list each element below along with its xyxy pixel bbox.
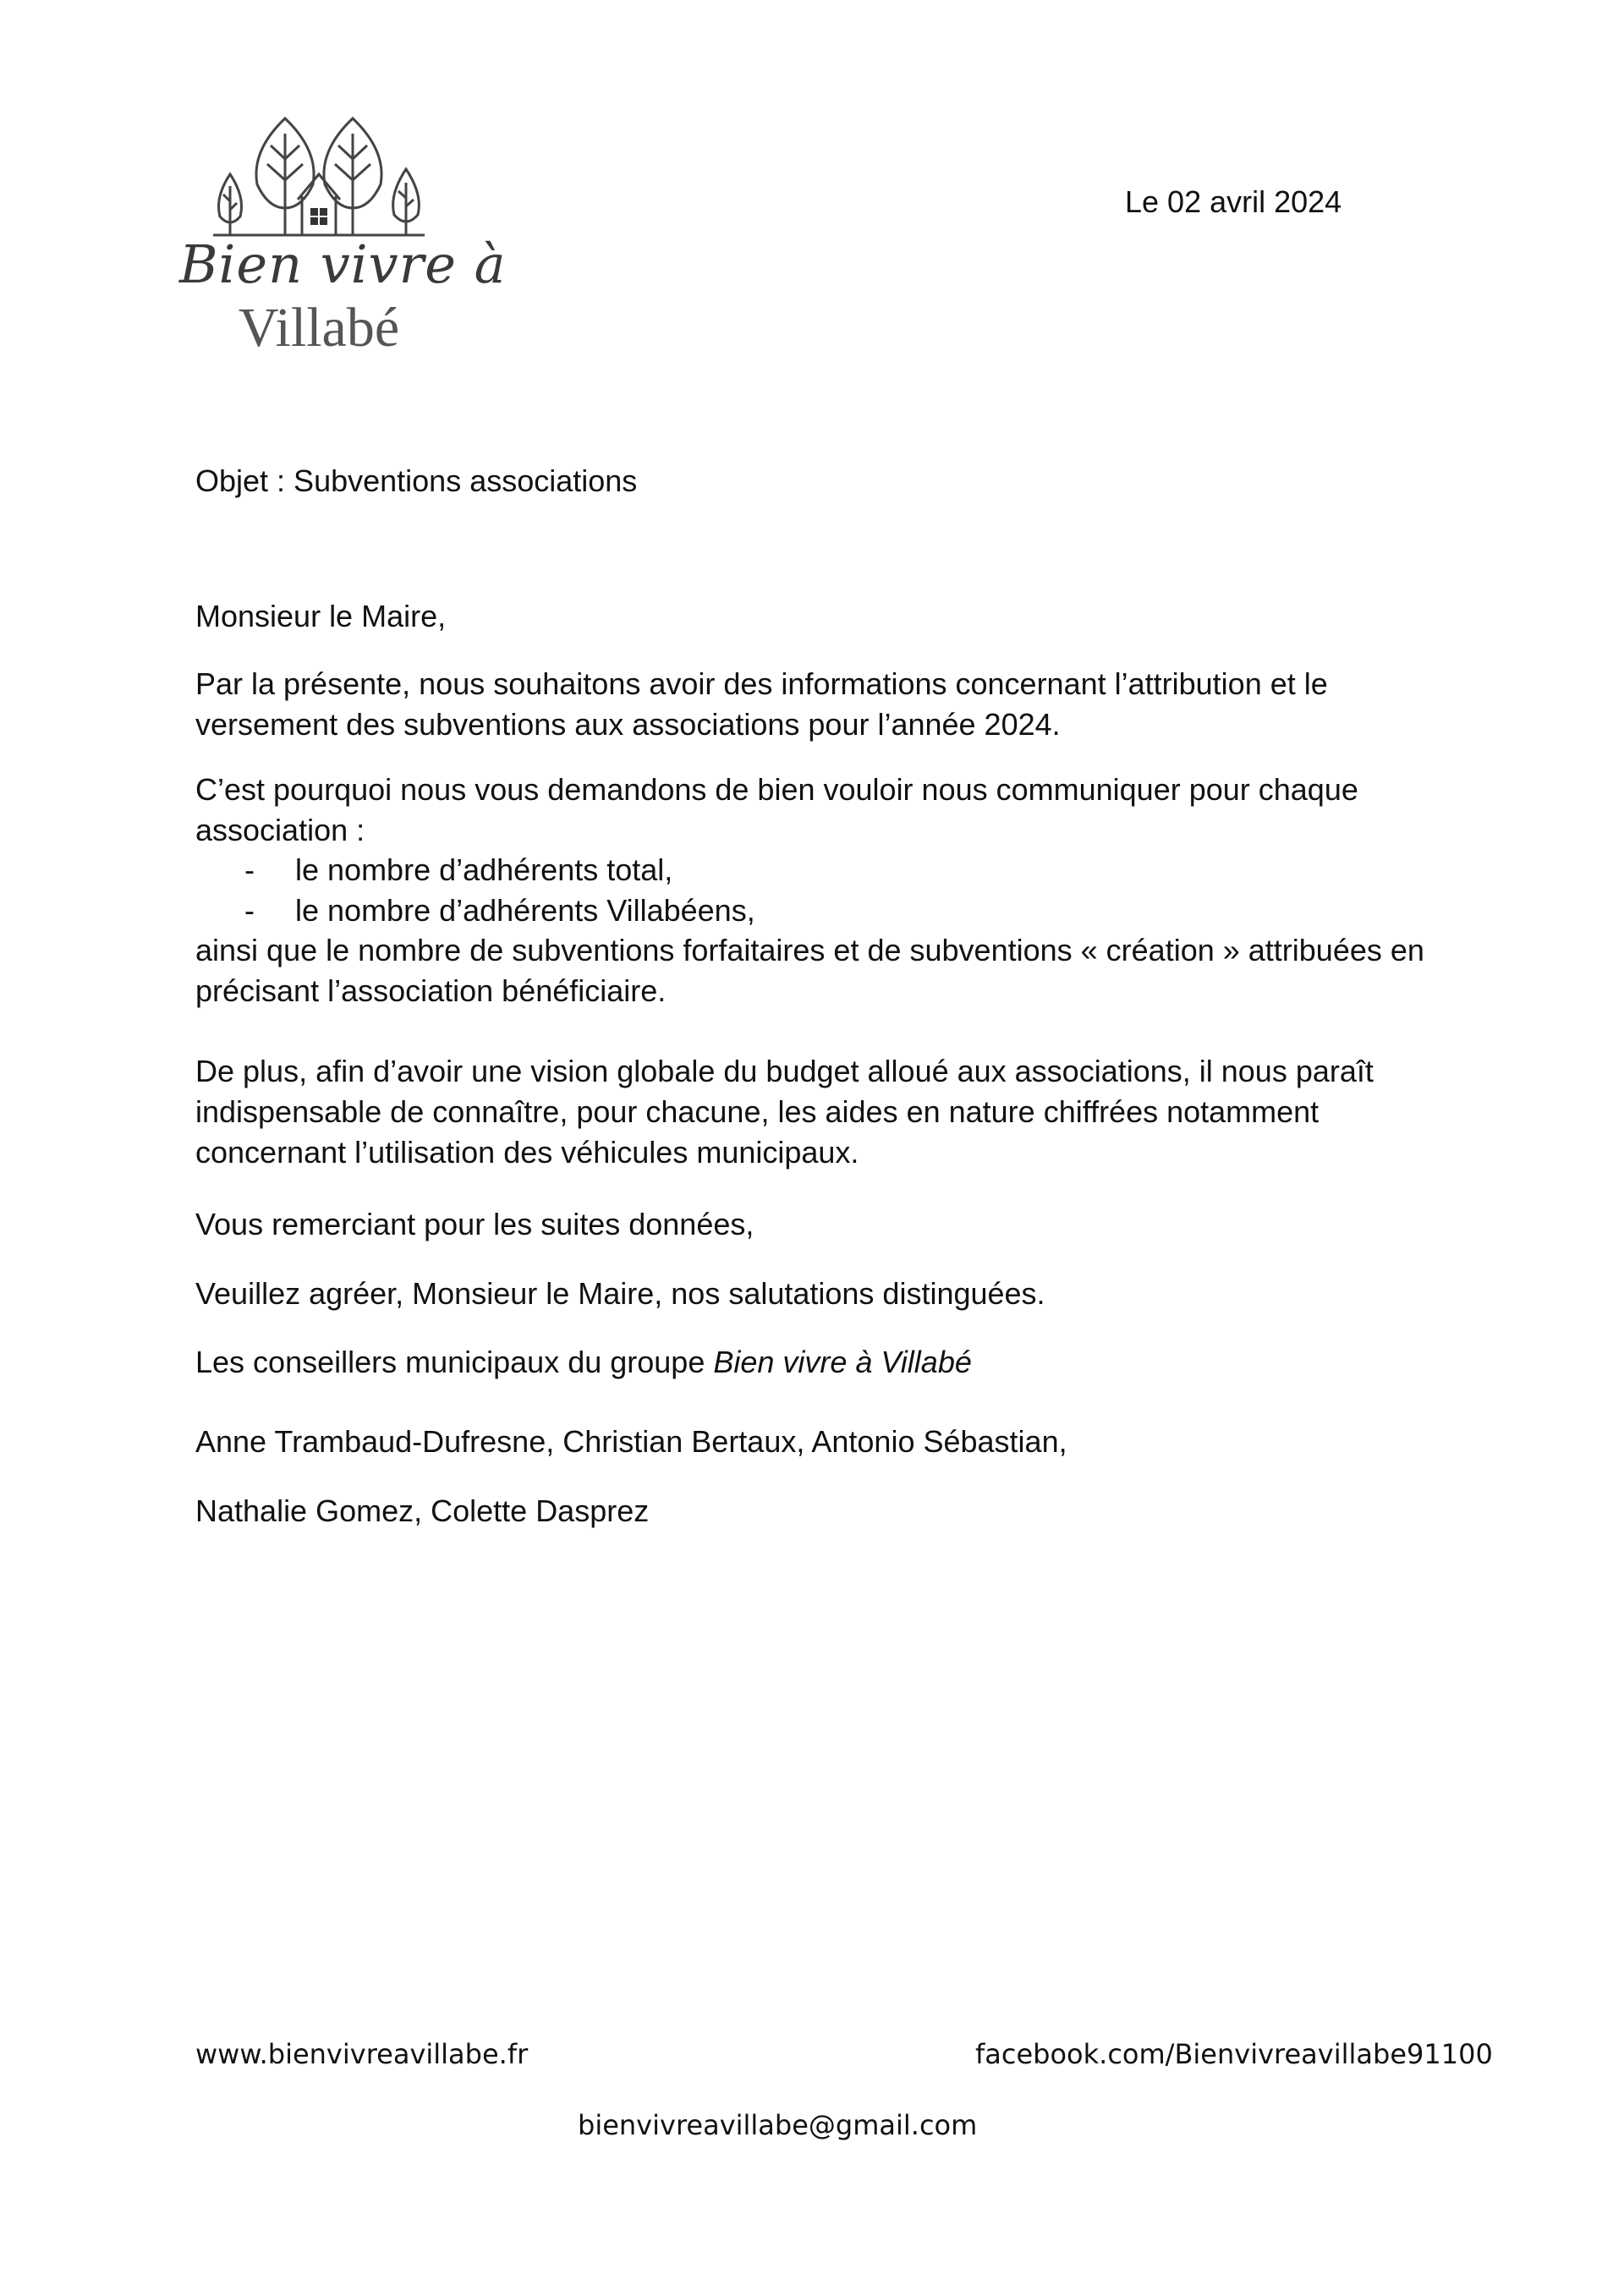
letter-date: Le 02 avril 2024 — [1125, 184, 1342, 219]
signature-prefix: Les conseillers municipaux du groupe — [195, 1345, 714, 1379]
footer-facebook: facebook.com/Bienvivreavillabe91100 — [975, 2038, 1493, 2070]
signatories-line-2: Nathalie Gomez, Colette Dasprez — [195, 1493, 650, 1528]
signatories-line-1: Anne Trambaud-Dufresne, Christian Bertaux, Antonio Sébastian, — [195, 1424, 1067, 1459]
list-item-text: le nombre d’adhérents Villabéens, — [295, 893, 755, 928]
list-dash: - — [244, 852, 255, 887]
signature-group-name: Bien vivre à Villabé — [713, 1345, 972, 1379]
thanks-line: Vous remerciant pour les suites données, — [195, 1207, 754, 1241]
footer-email: bienvivreavillabe@gmail.com — [578, 2109, 978, 2141]
closing-formula: Veuillez agréer, Monsieur le Maire, nos salutations distinguées. — [195, 1276, 1045, 1311]
paragraph-3: De plus, afin d’avoir une vision globale du budget alloué aux associations, il nous paraît indispensable de connaître, pour chacune, les aides en nature chiffrées notamment concernant l’utilisation des véhicules municipaux. — [195, 1054, 1374, 1170]
requested-info-list — [195, 850, 755, 931]
list-dash: - — [244, 893, 255, 928]
logo-town-text: Villabé — [238, 297, 400, 359]
trees-house-icon — [179, 108, 458, 244]
signature-group — [195, 1342, 1447, 1383]
paragraph-2-intro: C’est pourquoi nous vous demandons de bien vouloir nous communiquer pour chaque association : — [195, 772, 1358, 847]
letter-subject: Objet : Subventions associations — [195, 463, 638, 498]
paragraph-1: Par la présente, nous souhaitons avoir des informations concernant l’attribution et le versement des subventions aux associations pour l’année 2024. — [195, 666, 1328, 742]
paragraph-2-end: ainsi que le nombre de subventions forfaitaires et de subventions « création » attribuées en précisant l’association bénéficiaire. — [195, 933, 1424, 1008]
list-item-text: le nombre d’adhérents total, — [295, 852, 673, 887]
logo-script-text: Bien vivre à — [179, 233, 507, 295]
logo — [179, 108, 507, 362]
salutation: Monsieur le Maire, — [195, 599, 447, 633]
footer-website: www.bienvivreavillabe.fr — [195, 2038, 529, 2070]
list-item — [195, 890, 755, 931]
list-item — [195, 850, 755, 890]
